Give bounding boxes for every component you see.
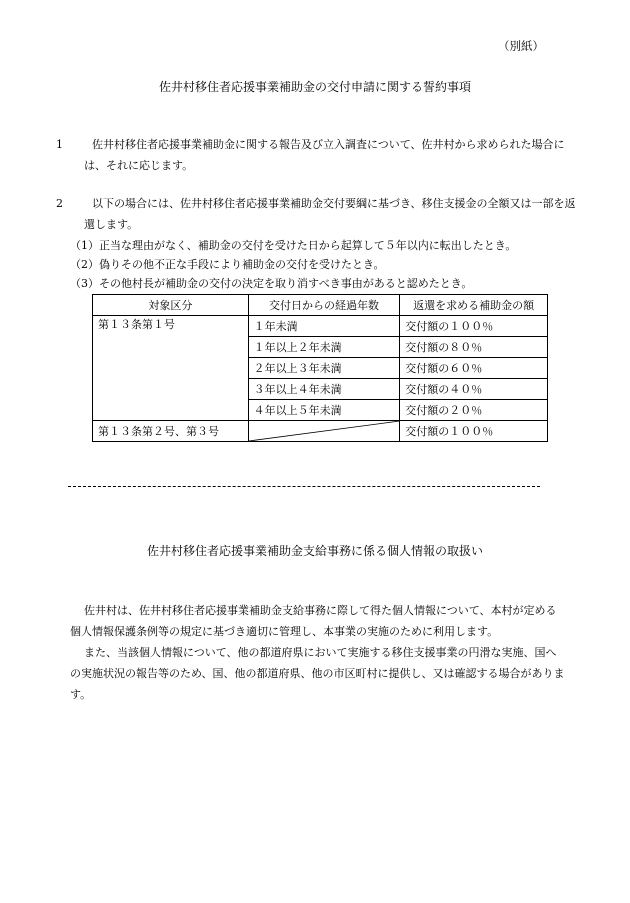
- pledge-item-text: 佐井村移住者応援事業補助金に関する報告及び立入調査について、佐井村から求められた場合には、それに応じます。: [84, 138, 565, 172]
- pledge-item-number: 2: [56, 197, 63, 210]
- pledge-item-2: [56, 193, 579, 235]
- table-header-row: [93, 295, 548, 316]
- condition-1: （1）正当な理由がなく、補助金の交付を受けた日から起算して５年以内に転出したとき。: [70, 239, 517, 252]
- years-cell: ３年以上４年未満: [248, 379, 400, 400]
- years-cell: ２年以上３年未満: [248, 358, 400, 379]
- amount-cell: 交付額の８０％: [400, 337, 548, 358]
- privacy-paragraph-2: また、当該個人情報について、他の都道府県において実施する移住支援事業の円滑な実施、国への実施状況の報告等のため、国、他の都道府県、他の市区町村に提供し、又は確認する場合があります。: [70, 646, 565, 701]
- pledge-item-number: 1: [56, 138, 63, 151]
- condition-3: （3）その他村長が補助金の交付の決定を取り消すべき事由があると認めたとき。: [70, 277, 473, 290]
- pledge-item-text: 以下の場合には、佐井村移住者応援事業補助金交付要綱に基づき、移住支援金の全額又は一部を返還します。: [84, 197, 576, 231]
- header-elapsed-years: 交付日からの経過年数: [248, 295, 400, 316]
- repayment-table: [92, 294, 548, 442]
- years-cell-not-applicable: [248, 421, 400, 442]
- pledge-item-1: [56, 134, 579, 176]
- annex-note: （別紙）: [498, 39, 544, 53]
- amount-cell: 交付額の１００％: [400, 421, 548, 442]
- amount-cell: 交付額の４０％: [400, 379, 548, 400]
- years-cell: ４年以上５年未満: [248, 400, 400, 421]
- header-category: 対象区分: [93, 295, 249, 316]
- condition-2: （2）偽りその他不正な手段により補助金の交付を受けたとき。: [70, 258, 385, 271]
- years-cell: １年未満: [248, 316, 400, 337]
- privacy-title: 佐井村移住者応援事業補助金支給事務に係る個人情報の取扱い: [146, 544, 483, 558]
- table-row: [93, 421, 548, 442]
- years-cell: １年以上２年未満: [248, 337, 400, 358]
- pledge-title: 佐井村移住者応援事業補助金の交付申請に関する誓約事項: [158, 80, 471, 94]
- header-repayment-amount: 返還を求める補助金の額: [400, 295, 548, 316]
- amount-cell: 交付額の１００％: [400, 316, 548, 337]
- amount-cell: 交付額の６０％: [400, 358, 548, 379]
- category-cell: 第１３条第１号: [93, 316, 249, 421]
- section-divider: [68, 486, 540, 487]
- amount-cell: 交付額の２０％: [400, 400, 548, 421]
- privacy-paragraph-1: 佐井村は、佐井村移住者応援事業補助金支給事務に際して得た個人情報について、本村が定める個人情報保護条例等の規定に基づき適切に管理し、本事業の実施のために利用します。: [70, 604, 557, 638]
- table-row: [93, 316, 548, 337]
- diagonal-strike: [249, 421, 400, 441]
- category-cell: 第１３条第２号、第３号: [93, 421, 249, 442]
